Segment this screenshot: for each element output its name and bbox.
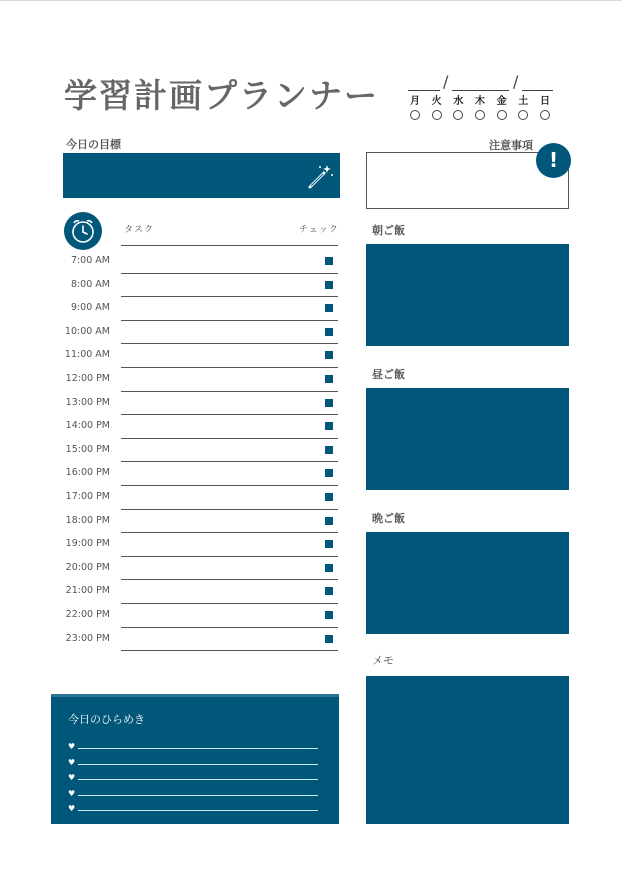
task-checkbox[interactable] bbox=[325, 304, 333, 312]
task-checkbox[interactable] bbox=[325, 375, 333, 383]
weekday-checkbox[interactable] bbox=[410, 110, 420, 120]
weekday-label: 水 bbox=[453, 96, 464, 107]
memo-box[interactable] bbox=[366, 676, 569, 824]
schedule-row bbox=[60, 439, 338, 463]
task-checkbox[interactable] bbox=[325, 422, 333, 430]
task-checkbox[interactable] bbox=[325, 493, 333, 501]
schedule-row bbox=[60, 297, 338, 321]
row-time: 19:00 PM bbox=[65, 538, 110, 550]
task-checkbox[interactable] bbox=[325, 469, 333, 477]
date-month-line[interactable] bbox=[408, 90, 440, 91]
weekday-0[interactable] bbox=[406, 96, 424, 120]
dinner-box[interactable] bbox=[366, 532, 569, 634]
schedule-row bbox=[60, 533, 338, 557]
heart-icon: ♥ bbox=[68, 742, 76, 751]
idea-rule bbox=[78, 810, 318, 811]
row-time: 15:00 PM bbox=[65, 443, 110, 455]
task-column-header: タスク bbox=[124, 225, 155, 235]
task-checkbox[interactable] bbox=[325, 351, 333, 359]
ideas-title: 今日のひらめき bbox=[68, 713, 145, 726]
task-checkbox[interactable] bbox=[325, 517, 333, 525]
check-column-header: チェック bbox=[299, 225, 339, 235]
weekday-checkbox[interactable] bbox=[540, 110, 550, 120]
idea-line[interactable] bbox=[68, 743, 318, 753]
heart-icon: ♥ bbox=[68, 804, 76, 813]
schedule-row bbox=[60, 274, 338, 298]
date-slash-2: / bbox=[513, 72, 519, 91]
goal-label: 今日の目標 bbox=[66, 138, 121, 151]
schedule-row bbox=[60, 368, 338, 392]
task-checkbox[interactable] bbox=[325, 281, 333, 289]
idea-line[interactable] bbox=[68, 774, 318, 784]
task-checkbox[interactable] bbox=[325, 446, 333, 454]
row-time: 9:00 AM bbox=[70, 302, 110, 314]
date-year-line[interactable] bbox=[522, 90, 553, 91]
idea-rule bbox=[78, 764, 318, 765]
weekday-checkbox[interactable] bbox=[497, 110, 507, 120]
schedule-row bbox=[60, 392, 338, 416]
weekday-label: 金 bbox=[496, 96, 507, 107]
weekday-selector bbox=[406, 96, 554, 120]
ideas-panel bbox=[51, 694, 339, 824]
row-time: 20:00 PM bbox=[65, 561, 110, 573]
task-checkbox[interactable] bbox=[325, 328, 333, 336]
schedule-row bbox=[60, 628, 338, 652]
idea-line[interactable] bbox=[68, 805, 318, 815]
schedule-row bbox=[60, 321, 338, 345]
goal-box[interactable] bbox=[63, 153, 340, 198]
schedule-row bbox=[60, 557, 338, 581]
header-rule bbox=[121, 245, 338, 246]
date-slash-1: / bbox=[443, 72, 449, 91]
weekday-checkbox[interactable] bbox=[453, 110, 463, 120]
weekday-label: 火 bbox=[431, 96, 442, 107]
row-time: 21:00 PM bbox=[65, 585, 110, 597]
notes-label: 注意事項 bbox=[489, 139, 533, 152]
idea-line[interactable] bbox=[68, 759, 318, 769]
task-checkbox[interactable] bbox=[325, 564, 333, 572]
schedule-row bbox=[60, 250, 338, 274]
row-time: 14:00 PM bbox=[65, 420, 110, 432]
row-time: 12:00 PM bbox=[65, 373, 110, 384]
weekday-label: 木 bbox=[474, 96, 485, 107]
schedule-row bbox=[60, 580, 338, 604]
task-checkbox[interactable] bbox=[325, 257, 333, 265]
schedule-row bbox=[60, 462, 338, 486]
row-time: 10:00 AM bbox=[64, 325, 110, 337]
date-field[interactable] bbox=[408, 72, 553, 92]
memo-label: メモ bbox=[372, 654, 394, 667]
weekday-checkbox[interactable] bbox=[475, 110, 485, 120]
task-line[interactable] bbox=[121, 650, 338, 651]
exclamation-icon: ! bbox=[536, 143, 571, 178]
lunch-label: 昼ご飯 bbox=[372, 368, 405, 381]
dinner-label: 晩ご飯 bbox=[372, 512, 405, 525]
schedule-row bbox=[60, 486, 338, 510]
task-checkbox[interactable] bbox=[325, 540, 333, 548]
schedule-row bbox=[60, 510, 338, 534]
task-checkbox[interactable] bbox=[325, 399, 333, 407]
row-time: 22:00 PM bbox=[65, 609, 110, 620]
row-time: 13:00 PM bbox=[65, 396, 110, 408]
row-time: 16:00 PM bbox=[65, 467, 110, 479]
weekday-checkbox[interactable] bbox=[518, 110, 528, 120]
idea-rule bbox=[78, 779, 318, 780]
idea-line[interactable] bbox=[68, 790, 318, 800]
magic-wand-icon bbox=[306, 163, 334, 191]
weekday-2[interactable] bbox=[449, 96, 467, 120]
idea-rule bbox=[78, 748, 318, 749]
row-time: 8:00 AM bbox=[70, 278, 110, 290]
breakfast-box[interactable] bbox=[366, 244, 569, 346]
weekday-6[interactable] bbox=[536, 96, 554, 120]
date-day-line[interactable] bbox=[452, 90, 509, 91]
weekday-label: 土 bbox=[518, 96, 529, 107]
weekday-checkbox[interactable] bbox=[432, 110, 442, 120]
row-time: 11:00 AM bbox=[64, 349, 110, 361]
row-time: 18:00 PM bbox=[65, 514, 110, 526]
task-checkbox[interactable] bbox=[325, 587, 333, 595]
top-border bbox=[0, 0, 622, 1]
row-time: 23:00 PM bbox=[65, 632, 110, 644]
weekday-1[interactable] bbox=[428, 96, 446, 120]
schedule-row bbox=[60, 415, 338, 439]
heart-icon: ♥ bbox=[68, 757, 76, 767]
heart-icon: ♥ bbox=[68, 788, 76, 798]
lunch-box[interactable] bbox=[366, 388, 569, 490]
breakfast-label: 朝ご飯 bbox=[372, 224, 405, 237]
task-checkbox[interactable] bbox=[325, 635, 333, 643]
weekday-3[interactable] bbox=[471, 96, 489, 120]
task-checkbox[interactable] bbox=[325, 611, 333, 619]
heart-icon: ♥ bbox=[68, 773, 76, 782]
idea-rule bbox=[78, 795, 318, 796]
schedule-row bbox=[60, 344, 338, 368]
row-time: 7:00 AM bbox=[70, 255, 110, 266]
page-title: 学習計画プランナー bbox=[64, 76, 379, 115]
row-time: 17:00 PM bbox=[65, 491, 110, 502]
alarm-clock-icon bbox=[64, 212, 102, 250]
weekday-label: 月 bbox=[410, 96, 420, 107]
weekday-label: 日 bbox=[539, 96, 550, 107]
weekday-5[interactable] bbox=[514, 96, 532, 120]
weekday-4[interactable] bbox=[493, 96, 511, 120]
schedule-row bbox=[60, 604, 338, 628]
